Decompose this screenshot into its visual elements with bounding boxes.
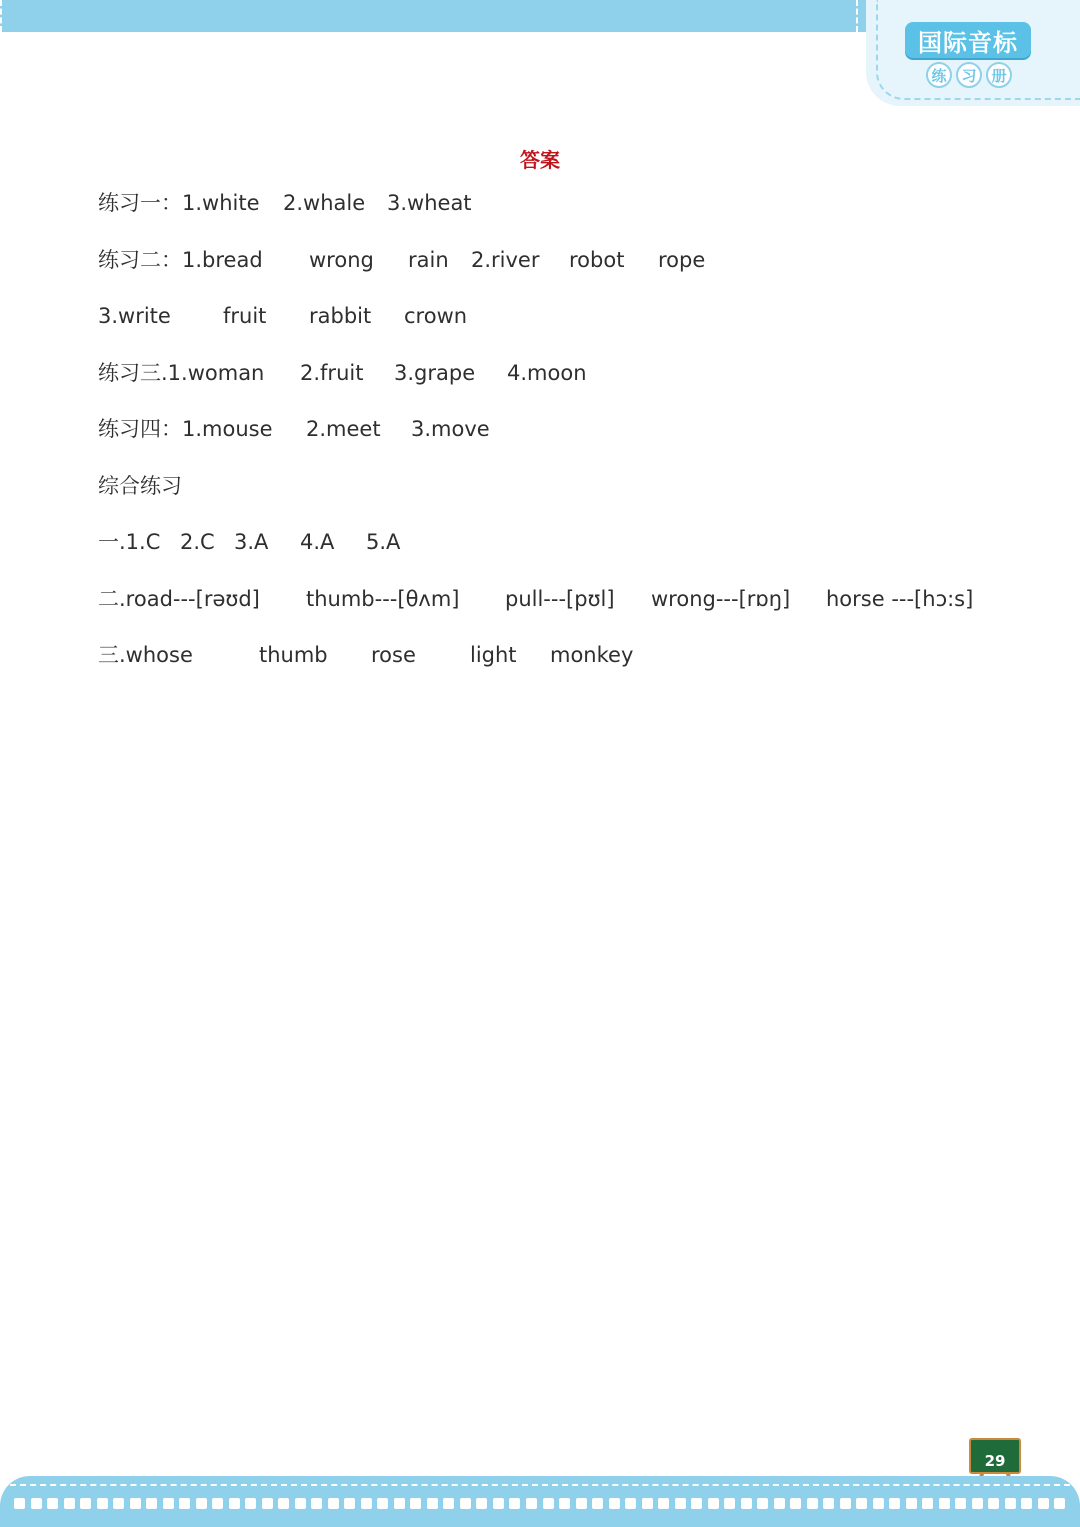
decorative-square [724, 1498, 735, 1509]
decorative-square [427, 1498, 438, 1509]
answer-item: crown [404, 304, 468, 328]
answer-item: 3.grape [394, 361, 476, 385]
answer-item: fruit [223, 304, 267, 328]
decorative-square [410, 1498, 421, 1509]
decorative-square [278, 1498, 289, 1509]
decorative-square [344, 1498, 355, 1509]
section-title: 综合练习 [98, 474, 182, 498]
section-heading-comprehensive [98, 471, 998, 501]
decorative-square [443, 1498, 454, 1509]
decorative-square [130, 1498, 141, 1509]
answer-line-exercise-4 [98, 414, 998, 444]
decorative-square [609, 1498, 620, 1509]
answer-item: robot [569, 248, 625, 272]
decorative-square [113, 1498, 124, 1509]
decorative-square [245, 1498, 256, 1509]
decorative-square [311, 1498, 322, 1509]
decorative-square [361, 1498, 372, 1509]
decorative-square [790, 1498, 801, 1509]
decorative-square [1038, 1498, 1049, 1509]
logo-sub-char: 习 [956, 62, 982, 88]
decorative-square [47, 1498, 58, 1509]
decorative-square [807, 1498, 818, 1509]
decorative-squares [14, 1498, 1066, 1512]
answer-item: rose [371, 643, 416, 667]
decorative-square [295, 1498, 306, 1509]
answer-item: 二.road---[rəʊd] [98, 587, 260, 611]
answer-item: rain [408, 248, 449, 272]
decorative-square [559, 1498, 570, 1509]
answer-item: 练习一：1.white [98, 191, 260, 215]
decorative-square [179, 1498, 190, 1509]
decorative-square [196, 1498, 207, 1509]
decorative-square [856, 1498, 867, 1509]
decorative-square [328, 1498, 339, 1509]
decorative-square [840, 1498, 851, 1509]
decorative-square [394, 1498, 405, 1509]
decorative-square [576, 1498, 587, 1509]
answer-item: 4.A [300, 530, 335, 554]
answer-item: 2.whale [283, 191, 366, 215]
answer-item: 2.meet [306, 417, 381, 441]
bottom-banner [0, 1476, 1080, 1527]
answer-line-part-2 [98, 584, 998, 614]
decorative-square [757, 1498, 768, 1509]
answer-item: 3.write [98, 304, 171, 328]
decorative-square [972, 1498, 983, 1509]
logo-sub-char: 册 [986, 62, 1012, 88]
answer-item: 4.moon [507, 361, 587, 385]
answer-item: rope [658, 248, 706, 272]
answer-line-exercise-2 [98, 245, 998, 275]
decorative-square [889, 1498, 900, 1509]
decorative-square [493, 1498, 504, 1509]
answer-item: 练习三.1.woman [98, 361, 265, 385]
decorative-square [691, 1498, 702, 1509]
answer-item: 3.A [234, 530, 269, 554]
answer-item: light [470, 643, 517, 667]
decorative-square [1005, 1498, 1016, 1509]
answer-line-exercise-3 [98, 358, 998, 388]
answer-item: wrong---[rɒŋ] [651, 587, 791, 611]
decorative-square [543, 1498, 554, 1509]
decorative-square [14, 1498, 25, 1509]
answer-item: 一.1.C [98, 530, 161, 554]
banner-edge [0, 0, 6, 32]
decorative-square [377, 1498, 388, 1509]
decorative-square [460, 1498, 471, 1509]
answer-line-exercise-1 [98, 188, 998, 218]
answer-item: 2.C [180, 530, 215, 554]
answer-item: pull---[pʊl] [505, 587, 615, 611]
page-title: 答案 [520, 148, 560, 172]
answer-item: monkey [550, 643, 634, 667]
answer-item: 3.wheat [387, 191, 472, 215]
decorative-square [80, 1498, 91, 1509]
decorative-square [823, 1498, 834, 1509]
answer-item: 练习二：1.bread [98, 248, 263, 272]
logo-sub-char: 练 [926, 62, 952, 88]
decorative-square [741, 1498, 752, 1509]
answer-line-part-3 [98, 640, 998, 670]
decorative-square [955, 1498, 966, 1509]
answer-item: 2.fruit [300, 361, 364, 385]
decorative-square [1021, 1498, 1032, 1509]
decorative-square [988, 1498, 999, 1509]
decorative-square [592, 1498, 603, 1509]
decorative-square [509, 1498, 520, 1509]
answer-item: thumb---[θʌm] [306, 587, 460, 611]
answer-item: 5.A [366, 530, 401, 554]
answer-item: 3.move [411, 417, 490, 441]
decorative-square [658, 1498, 669, 1509]
decorative-square [163, 1498, 174, 1509]
decorative-square [939, 1498, 950, 1509]
answer-item: rabbit [309, 304, 372, 328]
decorative-square [146, 1498, 157, 1509]
answer-item: horse ---[hɔ:s] [826, 587, 974, 611]
page-number: 29 [969, 1438, 1021, 1474]
answer-item: thumb [259, 643, 328, 667]
answer-item: 三.whose [98, 643, 193, 667]
answer-item: wrong [309, 248, 374, 272]
decorative-square [31, 1498, 42, 1509]
decorative-square [906, 1498, 917, 1509]
decorative-square [212, 1498, 223, 1509]
decorative-square [262, 1498, 273, 1509]
decorative-square [625, 1498, 636, 1509]
answer-line-part-1 [98, 527, 998, 557]
decorative-square [873, 1498, 884, 1509]
decorative-square [774, 1498, 785, 1509]
decorative-square [97, 1498, 108, 1509]
decorative-square [922, 1498, 933, 1509]
decorative-square [229, 1498, 240, 1509]
answer-item: 2.river [471, 248, 540, 272]
logo-subtitle [926, 62, 1012, 90]
decorative-square [526, 1498, 537, 1509]
decorative-square [476, 1498, 487, 1509]
top-banner [0, 0, 868, 32]
decorative-square [675, 1498, 686, 1509]
decorative-square [708, 1498, 719, 1509]
decorative-square [642, 1498, 653, 1509]
decorative-square [1054, 1498, 1065, 1509]
decorative-square [64, 1498, 75, 1509]
answer-item: 练习四：1.mouse [98, 417, 273, 441]
logo-title: 国际音标 [905, 22, 1031, 58]
answer-line-exercise-2-cont [98, 301, 998, 331]
